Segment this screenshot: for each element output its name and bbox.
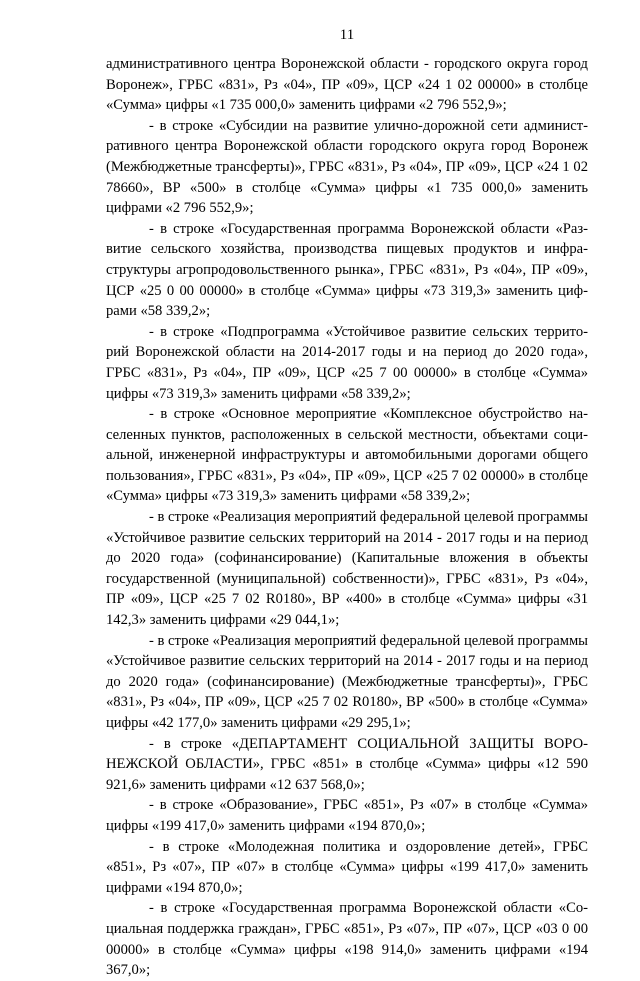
paragraph: - в строке «Государственная программа Воронежской области «Развитие сельского хозяйства, производства пищевых продуктов и инфраструктуры агропродовольственного рынка», ГРБС «831», Рз «04», ПР «09», ЦСР «25 0 00 00000» в столбце «Сумма» цифры «73 319,3» заменить цифрами «58 339,2»;	[106, 220, 588, 320]
paragraph: - в строке «ДЕПАРТАМЕНТ СОЦИАЛЬНОЙ ЗАЩИТЫ ВОРОНЕЖСКОЙ ОБЛАСТИ», ГРБС «851» в столбце «Сумма» цифры «12 590 921,6» заменить цифрами «12 637 568,0»;	[106, 735, 588, 793]
paragraph: - в строке «Образование», ГРБС «851», Рз «07» в столбце «Сумма» цифры «199 417,0» заменить цифрами «194 870,0»;	[106, 797, 588, 834]
paragraph: - в строке «Реализация мероприятий федеральной целевой программы «Устойчивое развитие сельских территорий на 2014 - 2017 годы и на период до 2020 года» (софинансирование) (Капитальные вложения в объекты государственной (муниципальной) собственности)», ГРБС «831», Рз «04», ПР «09», ЦСР «25 7 02 R0180», ВР «400» в столбце «Сумма» цифры «31 142,3» заменить цифрами «29 044,1»;	[106, 509, 588, 629]
page-number: 11	[339, 27, 355, 43]
document-body	[106, 54, 588, 981]
paragraph: - в строке «Молодежная политика и оздоровление детей», ГРБС «851», Рз «07», ПР «07» в столбце «Сумма» цифры «199 417,0» заменить цифрами «194 870,0»;	[106, 838, 588, 896]
paragraph: административного центра Воронежской области - городского округа город Воронеж», ГРБС «831», Рз «04», ПР «09», ЦСР «24 1 02 00000» в столбце «Сумма» цифры «1 735 000,0» заменить цифрами «2 796 552,9»;	[106, 56, 588, 114]
paragraph: - в строке «Основное мероприятие «Комплексное обустройство населенных пунктов, расположенных в сельской местности, объектами социальной, инженерной инфраструктуры и автомобильными дорогами общего пользования», ГРБС «831», Рз «04», ПР «09», ЦСР «25 7 02 00000» в столбце «Сумма» цифры «73 319,3» заменить цифрами «58 339,2»;	[106, 406, 588, 505]
paragraph: - в строке «Подпрограмма «Устойчивое развитие сельских территорий Воронежской области на 2014-2017 годы и на период до 2020 года», ГРБС «831», Рз «04», ПР «09», ЦСР «25 7 00 00000» в столбце «Сумма» цифры «73 319,3» заменить цифрами «58 339,2»;	[106, 323, 588, 402]
paragraph: - в строке «Государственная программа Воронежской области «Социальная поддержка граждан», ГРБС «851», Рз «07», ПР «07», ЦСР «03 0 00 00000» в столбце «Сумма» цифры «198 914,0» заменить цифрами «194 367,0»;	[106, 900, 588, 979]
paragraph: - в строке «Реализация мероприятий федеральной целевой программы «Устойчивое развитие сельских территорий на 2014 - 2017 годы и на период до 2020 года» (софинансирование) (Межбюджетные трансферты)», ГРБС «831», Рз «04», ПР «09», ЦСР «25 7 02 R0180», ВР «500» в столбце «Сумма» цифры «42 177,0» заменить цифрами «29 295,1»;	[106, 632, 588, 731]
paragraph: - в строке «Субсидии на развитие улично-дорожной сети административного центра Воронежской области городского округа город Воронеж (Межбюджетные трансферты)», ГРБС «831», Рз «04», ПР «09», ЦСР «24 1 02 78660», ВР «500» в столбце «Сумма» цифры «1 735 000,0» заменить цифрами «2 796 552,9»;	[106, 117, 588, 217]
